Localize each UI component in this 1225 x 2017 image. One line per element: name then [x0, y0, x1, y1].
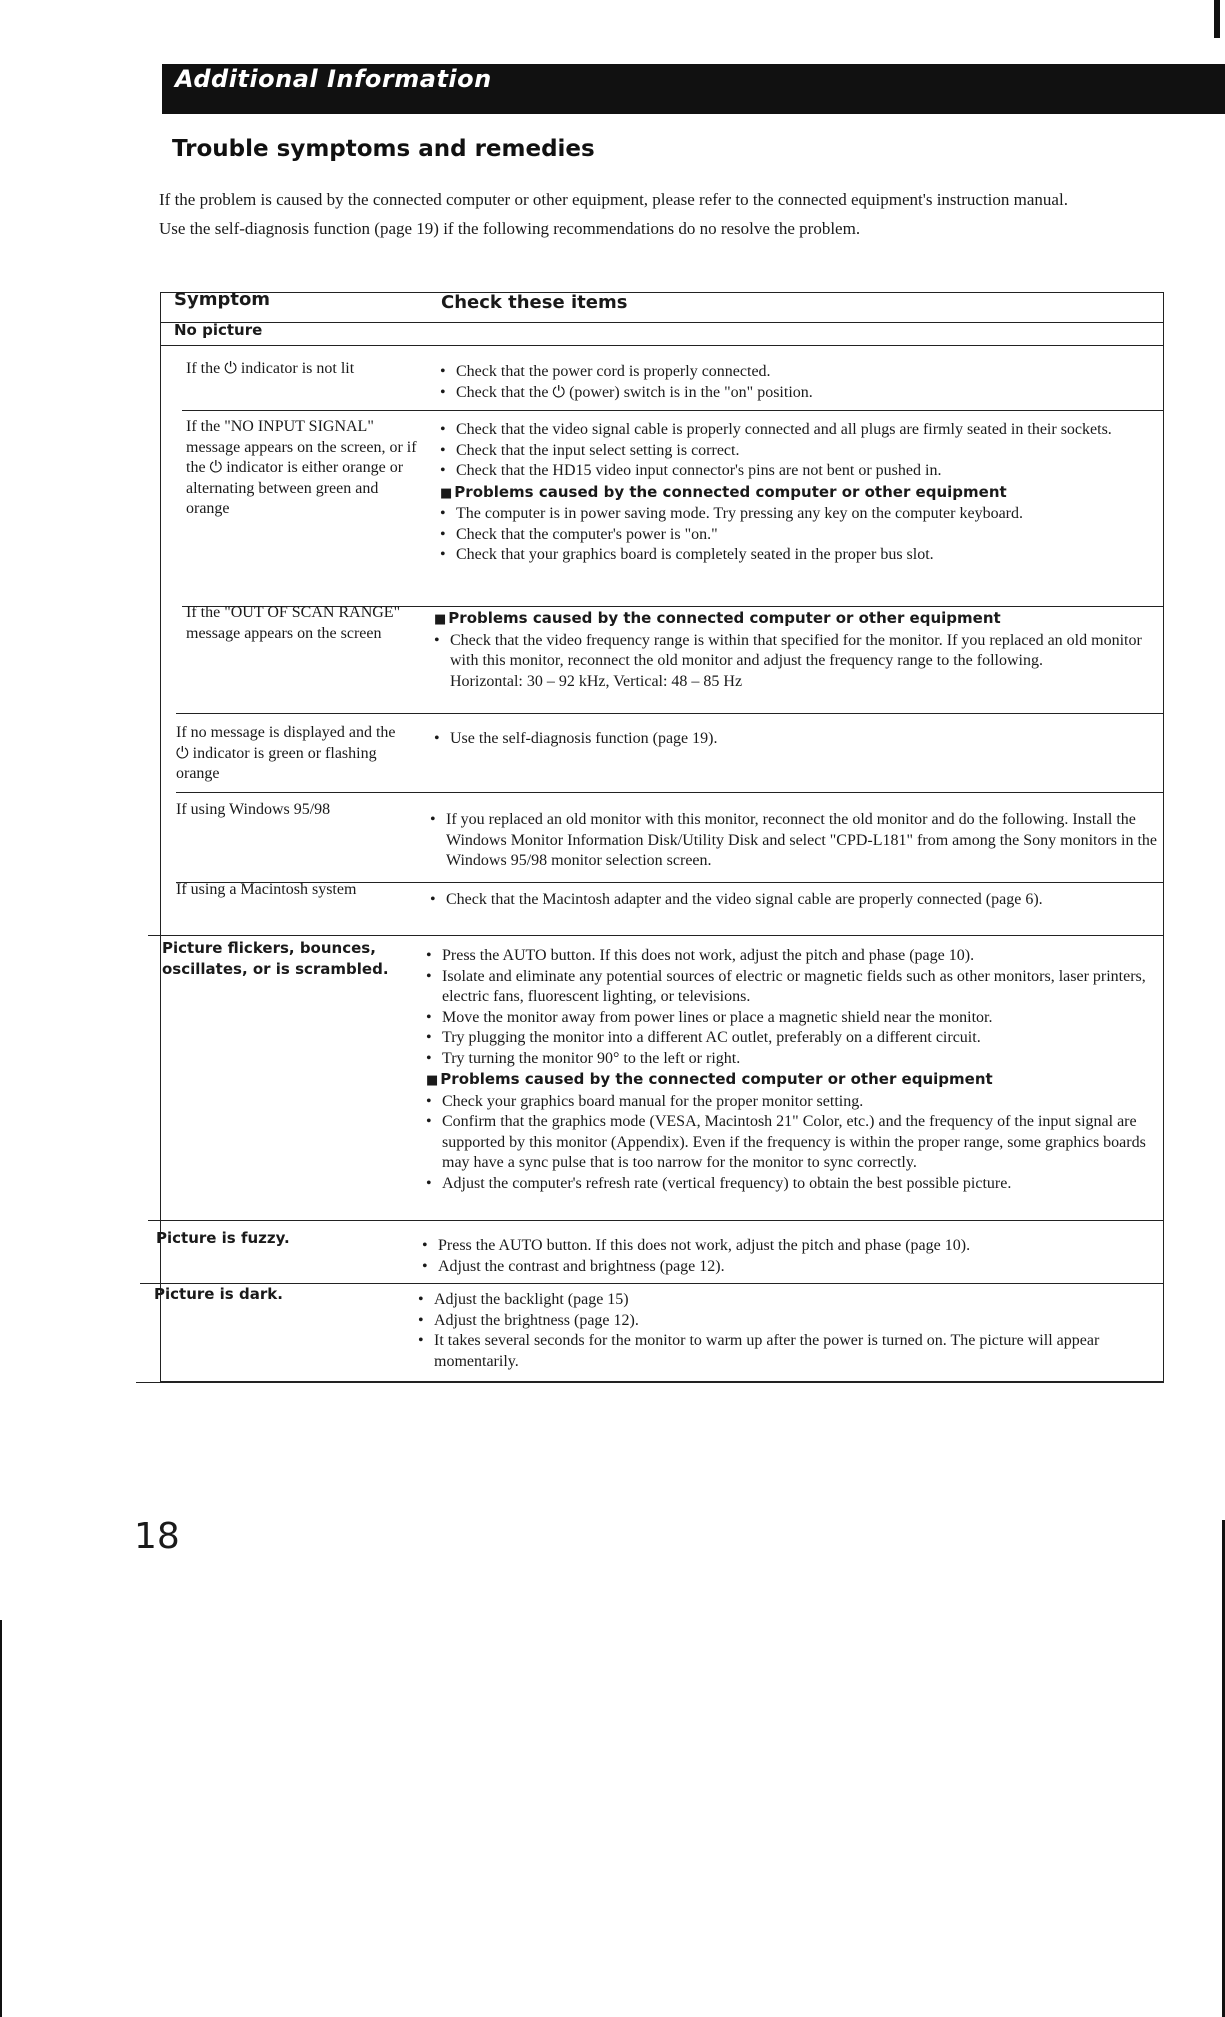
- group-label-no-picture: No picture: [174, 321, 263, 339]
- check-items-list: [430, 890, 1160, 911]
- table-divider: [148, 1220, 1164, 1221]
- page-number: 18: [134, 1516, 180, 1557]
- column-header-check-items: Check these items: [441, 292, 628, 313]
- check-item: • Check your graphics board manual for the proper monitor setting.: [426, 1092, 1160, 1113]
- table-divider: [136, 1382, 1164, 1383]
- symptom-cell: If the ⏻ indicator is not lit: [186, 360, 355, 377]
- check-item: • If you replaced an old monitor with this monitor, reconnect the old monitor and do the following. Install the Windows Monitor Information Disk/Utility Disk and select "CPD-L181" from among the Sony monitors in the Windows 95/98 monitor selection screen.: [430, 810, 1160, 872]
- check-items-list: [418, 1290, 1160, 1372]
- table-divider: [176, 713, 1164, 714]
- table-divider: [160, 322, 1164, 323]
- check-items-list: [440, 420, 1160, 566]
- check-item: • Check that the power cord is properly connected.: [440, 362, 1160, 383]
- check-item: • Press the AUTO button. If this does not work, adjust the pitch and phase (page 10).: [422, 1236, 1160, 1257]
- symptom-cell: If the "NO INPUT SIGNAL" message appears on the screen, or if the ⏻ indicator is either orange or alternating between green and orange: [186, 418, 417, 517]
- symptom-cell: Picture is fuzzy.: [156, 1229, 290, 1247]
- check-items-list: [422, 1236, 1160, 1277]
- symptom-cell: Picture flickers, bounces, oscillates, or is scrambled.: [162, 939, 389, 978]
- check-item: • It takes several seconds for the monitor to warm up after the power is turned on. The picture will appear momentarily.: [418, 1331, 1160, 1372]
- check-item: • Press the AUTO button. If this does not work, adjust the pitch and phase (page 10).: [426, 946, 1160, 967]
- check-item: • Check that the Macintosh adapter and the video signal cable are properly connected (page 6).: [430, 890, 1160, 911]
- check-item: • Adjust the contrast and brightness (page 12).: [422, 1257, 1160, 1278]
- check-items-list: [430, 810, 1160, 872]
- check-item: • The computer is in power saving mode. Try pressing any key on the computer keyboard.: [440, 504, 1160, 525]
- check-items-list: [434, 608, 1160, 692]
- table-divider: [176, 792, 1164, 793]
- scan-edge-mark: [1214, 0, 1220, 38]
- check-item: Horizontal: 30 – 92 kHz, Vertical: 48 – 85 Hz: [450, 672, 743, 690]
- subheading-item: ■ Problems caused by the connected computer or other equipment: [440, 482, 1160, 505]
- symptom-cell: If using Windows 95/98: [176, 801, 331, 818]
- check-item: • Move the monitor away from power lines or place a magnetic shield near the monitor.: [426, 1008, 1160, 1029]
- subheading-item: ■ Problems caused by the connected computer or other equipment: [426, 1069, 1160, 1092]
- symptom-cell: Picture is dark.: [154, 1285, 283, 1303]
- intro-paragraph: If the problem is caused by the connected computer or other equipment, please refer to the connected equipment's instruction manual.: [159, 190, 1068, 209]
- check-item: • Check that the video signal cable is properly connected and all plugs are firmly seated in their sockets.: [440, 420, 1160, 441]
- table-divider: [160, 345, 1164, 346]
- symptom-cell: If no message is displayed and the ⏻ indicator is green or flashing orange: [176, 724, 396, 782]
- intro-paragraph: Use the self-diagnosis function (page 19) if the following recommendations do no resolve the problem.: [159, 219, 861, 238]
- symptom-cell: If the "OUT OF SCAN RANGE" message appears on the screen: [186, 604, 401, 642]
- check-items-list: [440, 362, 1160, 403]
- check-item: • Confirm that the graphics mode (VESA, Macintosh 21" Color, etc.) and the frequency of the input signal are supported by this monitor (Appendix). Even if the frequency is within the proper range, some graphics boards may have a sync pulse that is too narrow for the monitor to sync correctly.: [426, 1112, 1160, 1174]
- table-divider: [182, 410, 1164, 411]
- check-item: • Use the self-diagnosis function (page 19).: [434, 729, 1160, 750]
- scan-edge-mark: [0, 1620, 2, 2017]
- page-heading: Trouble symptoms and remedies: [172, 136, 595, 162]
- check-item: • Check that the computer's power is "on.": [440, 525, 1160, 546]
- check-item: • Adjust the computer's refresh rate (vertical frequency) to obtain the best possible picture.: [426, 1174, 1160, 1195]
- check-item: • Isolate and eliminate any potential sources of electric or magnetic fields such as other monitors, laser printers, electric fans, fluorescent lighting, or televisions.: [426, 967, 1160, 1008]
- check-item: • Try plugging the monitor into a different AC outlet, preferably on a different circuit.: [426, 1028, 1160, 1049]
- check-items-list: [434, 729, 1160, 750]
- check-item: • Adjust the brightness (page 12).: [418, 1311, 1160, 1332]
- symptom-cell: If using a Macintosh system: [176, 881, 357, 898]
- check-item: • Try turning the monitor 90° to the left or right.: [426, 1049, 1160, 1070]
- subheading-item: ■ Problems caused by the connected computer or other equipment: [434, 608, 1160, 631]
- check-item: • Check that the HD15 video input connector's pins are not bent or pushed in.: [440, 461, 1160, 482]
- check-items-list: [426, 946, 1160, 1194]
- check-item: • Check that the video frequency range is within that specified for the monitor. If you replaced an old monitor with this monitor, reconnect the old monitor and adjust the frequency range to the following.: [434, 631, 1160, 672]
- table-divider: [148, 935, 1164, 936]
- check-item: • Check that the input select setting is correct.: [440, 441, 1160, 462]
- check-item: • Check that your graphics board is completely seated in the proper bus slot.: [440, 545, 1160, 566]
- column-header-symptom: Symptom: [174, 289, 271, 310]
- check-item: • Check that the ⏻ (power) switch is in the "on" position.: [440, 383, 1160, 404]
- intro-text: [159, 188, 1169, 246]
- section-title: Additional Information: [175, 65, 492, 93]
- check-item: • Adjust the backlight (page 15): [418, 1290, 1160, 1311]
